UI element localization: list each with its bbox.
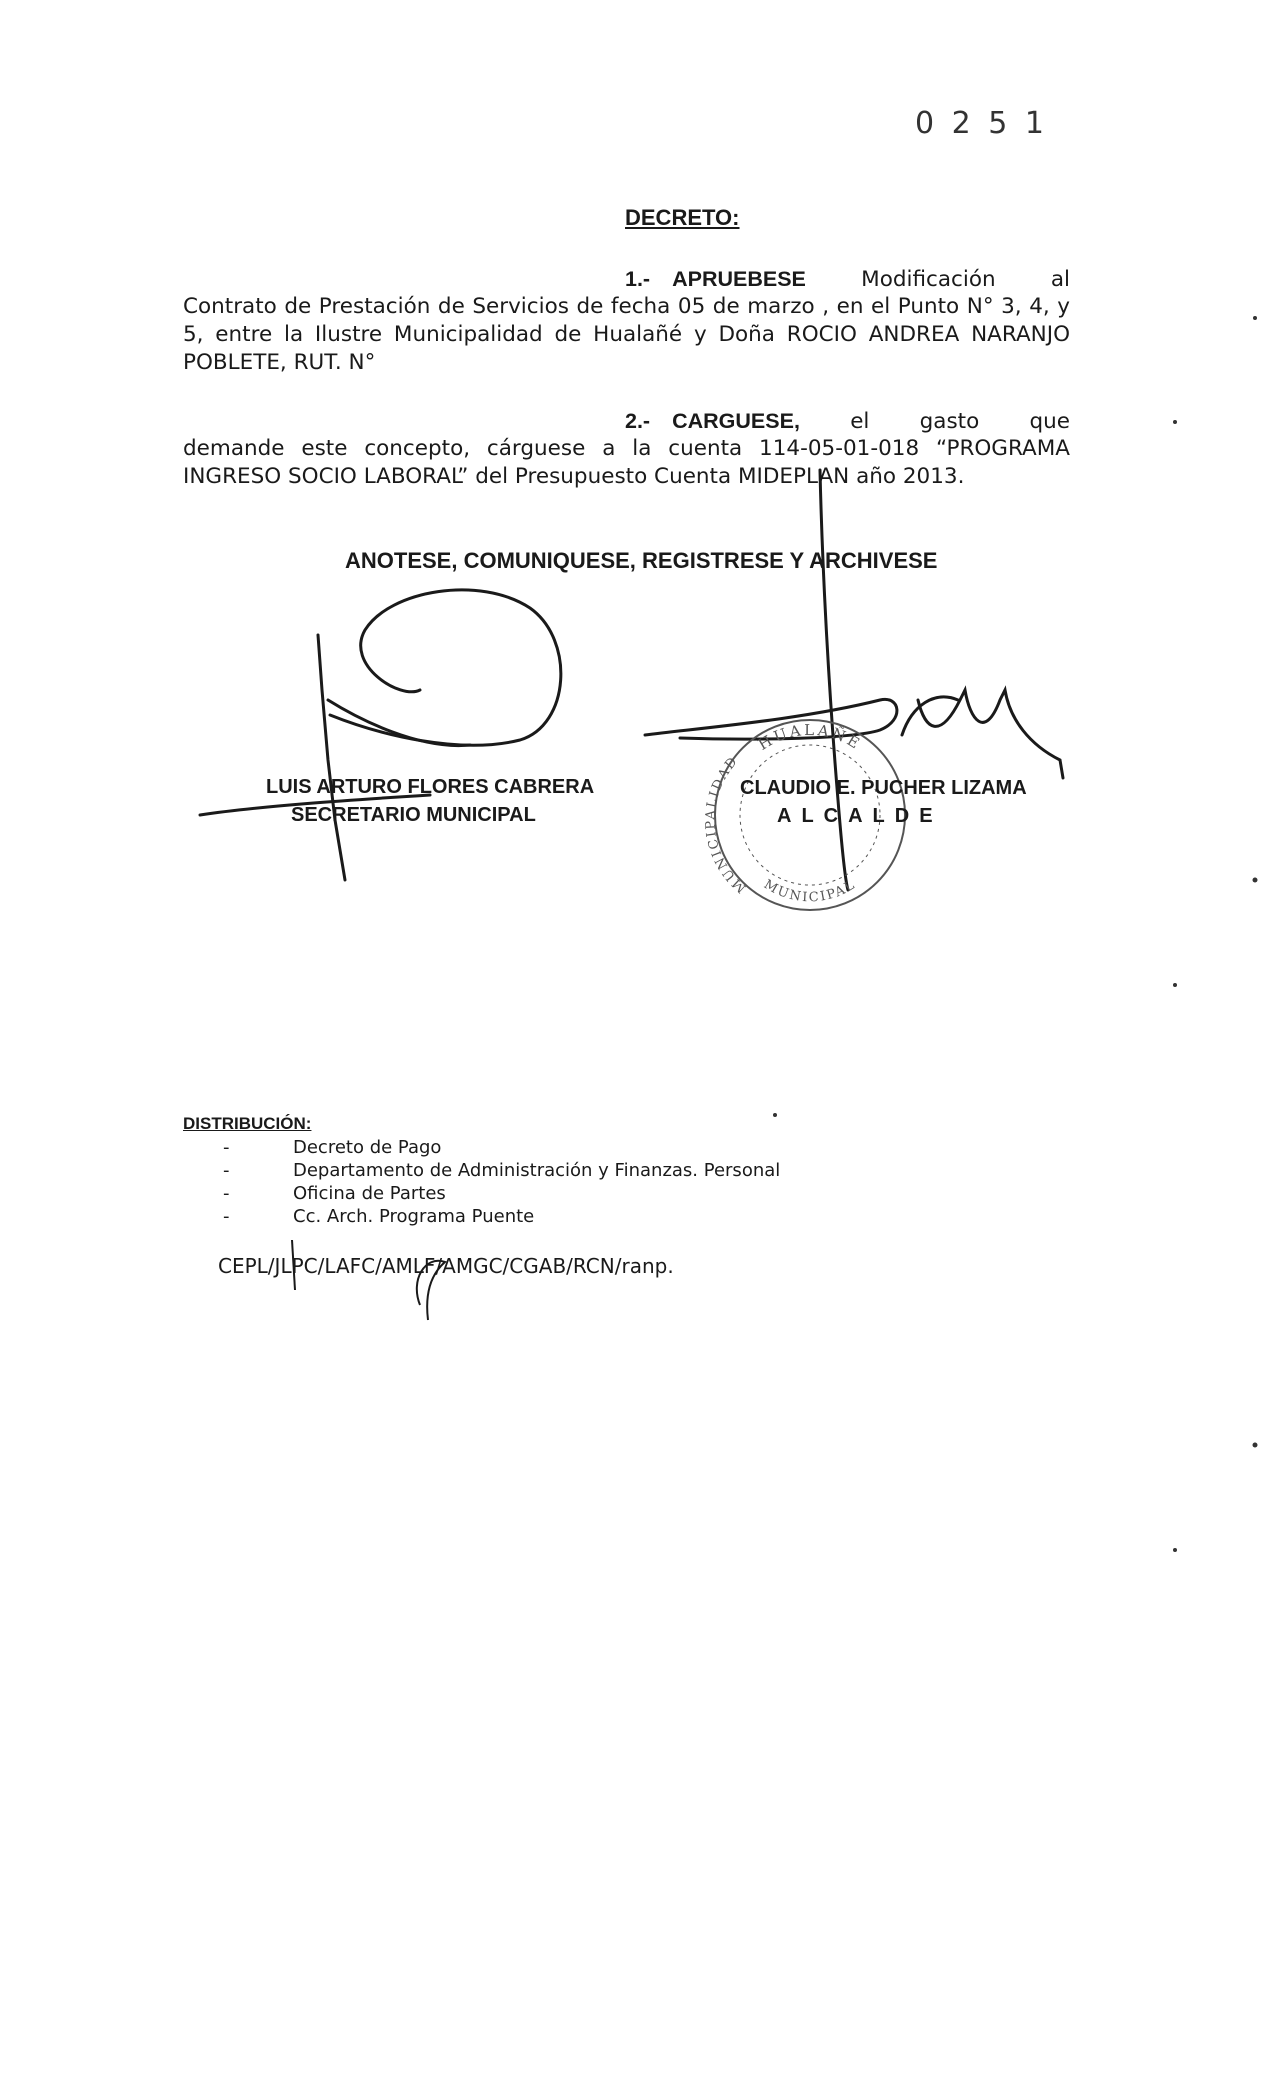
list-item: - Oficina de Partes [183,1182,780,1205]
distribution-list [183,1136,780,1228]
list-item: - Decreto de Pago [183,1136,780,1159]
page-number: 0 2 5 1 [915,106,1048,141]
decree-title: DECRETO: [625,205,740,230]
svg-text:MUNICIPALIDAD [703,753,749,895]
initials-scribble [292,1240,445,1320]
left-signature [200,590,561,880]
closing-statement: ANOTESE, COMUNIQUESE, REGISTRESE Y ARCHIVESE [345,548,938,573]
left-signer-name: LUIS ARTURO FLORES CABRERA [266,776,595,798]
item1-keyword: APRUEBESE [672,267,806,291]
svg-text:HUALAÑE [755,721,865,754]
item2-number: 2.- [625,409,651,433]
stamp-top-text: HUALAÑE [754,720,866,754]
stamp-bottom-text: MUNICIPAL [761,877,859,906]
left-signer-title: SECRETARIO MUNICIPAL [291,804,536,826]
right-signer-name: CLAUDIO E. PUCHER LIZAMA [740,777,1027,799]
item1-number: 1.- [625,267,651,291]
distribution-title: DISTRIBUCIÓN: [183,1114,312,1133]
item1-first-line-rest: Modificación al [861,267,1070,292]
item2-body: demande este concepto, cárguese a la cuenta 114-05-01-018 “PROGRAMA INGRESO SOCIO LABORAL” del Presupuesto Cuenta MIDEPLAN año 2013. [183,436,1070,489]
list-item: - Departamento de Administración y Finanzas. Personal [183,1159,780,1182]
item2-keyword: CARGUESE, [672,409,800,433]
reference-initials: CEPL/JLPC/LAFC/AMLF/AMGC/CGAB/RCN/ranp. [218,1254,674,1278]
svg-text:MUNICIPAL [761,877,859,905]
item2-first-line-rest: el gasto que [850,409,1070,434]
scan-specks [773,316,1258,1552]
right-signer-title: ALCALDE [777,805,943,827]
list-item: - Cc. Arch. Programa Puente [183,1205,780,1228]
item1-body: Contrato de Prestación de Servicios de fecha 05 de marzo , en el Punto N° 3, 4, y 5, entre la Ilustre Municipalidad de Hualañé y Doña ROCIO ANDREA NARANJO POBLETE, RUT. N° [183,294,1070,375]
stamp-left-text: MUNICIPALIDAD [703,753,750,896]
